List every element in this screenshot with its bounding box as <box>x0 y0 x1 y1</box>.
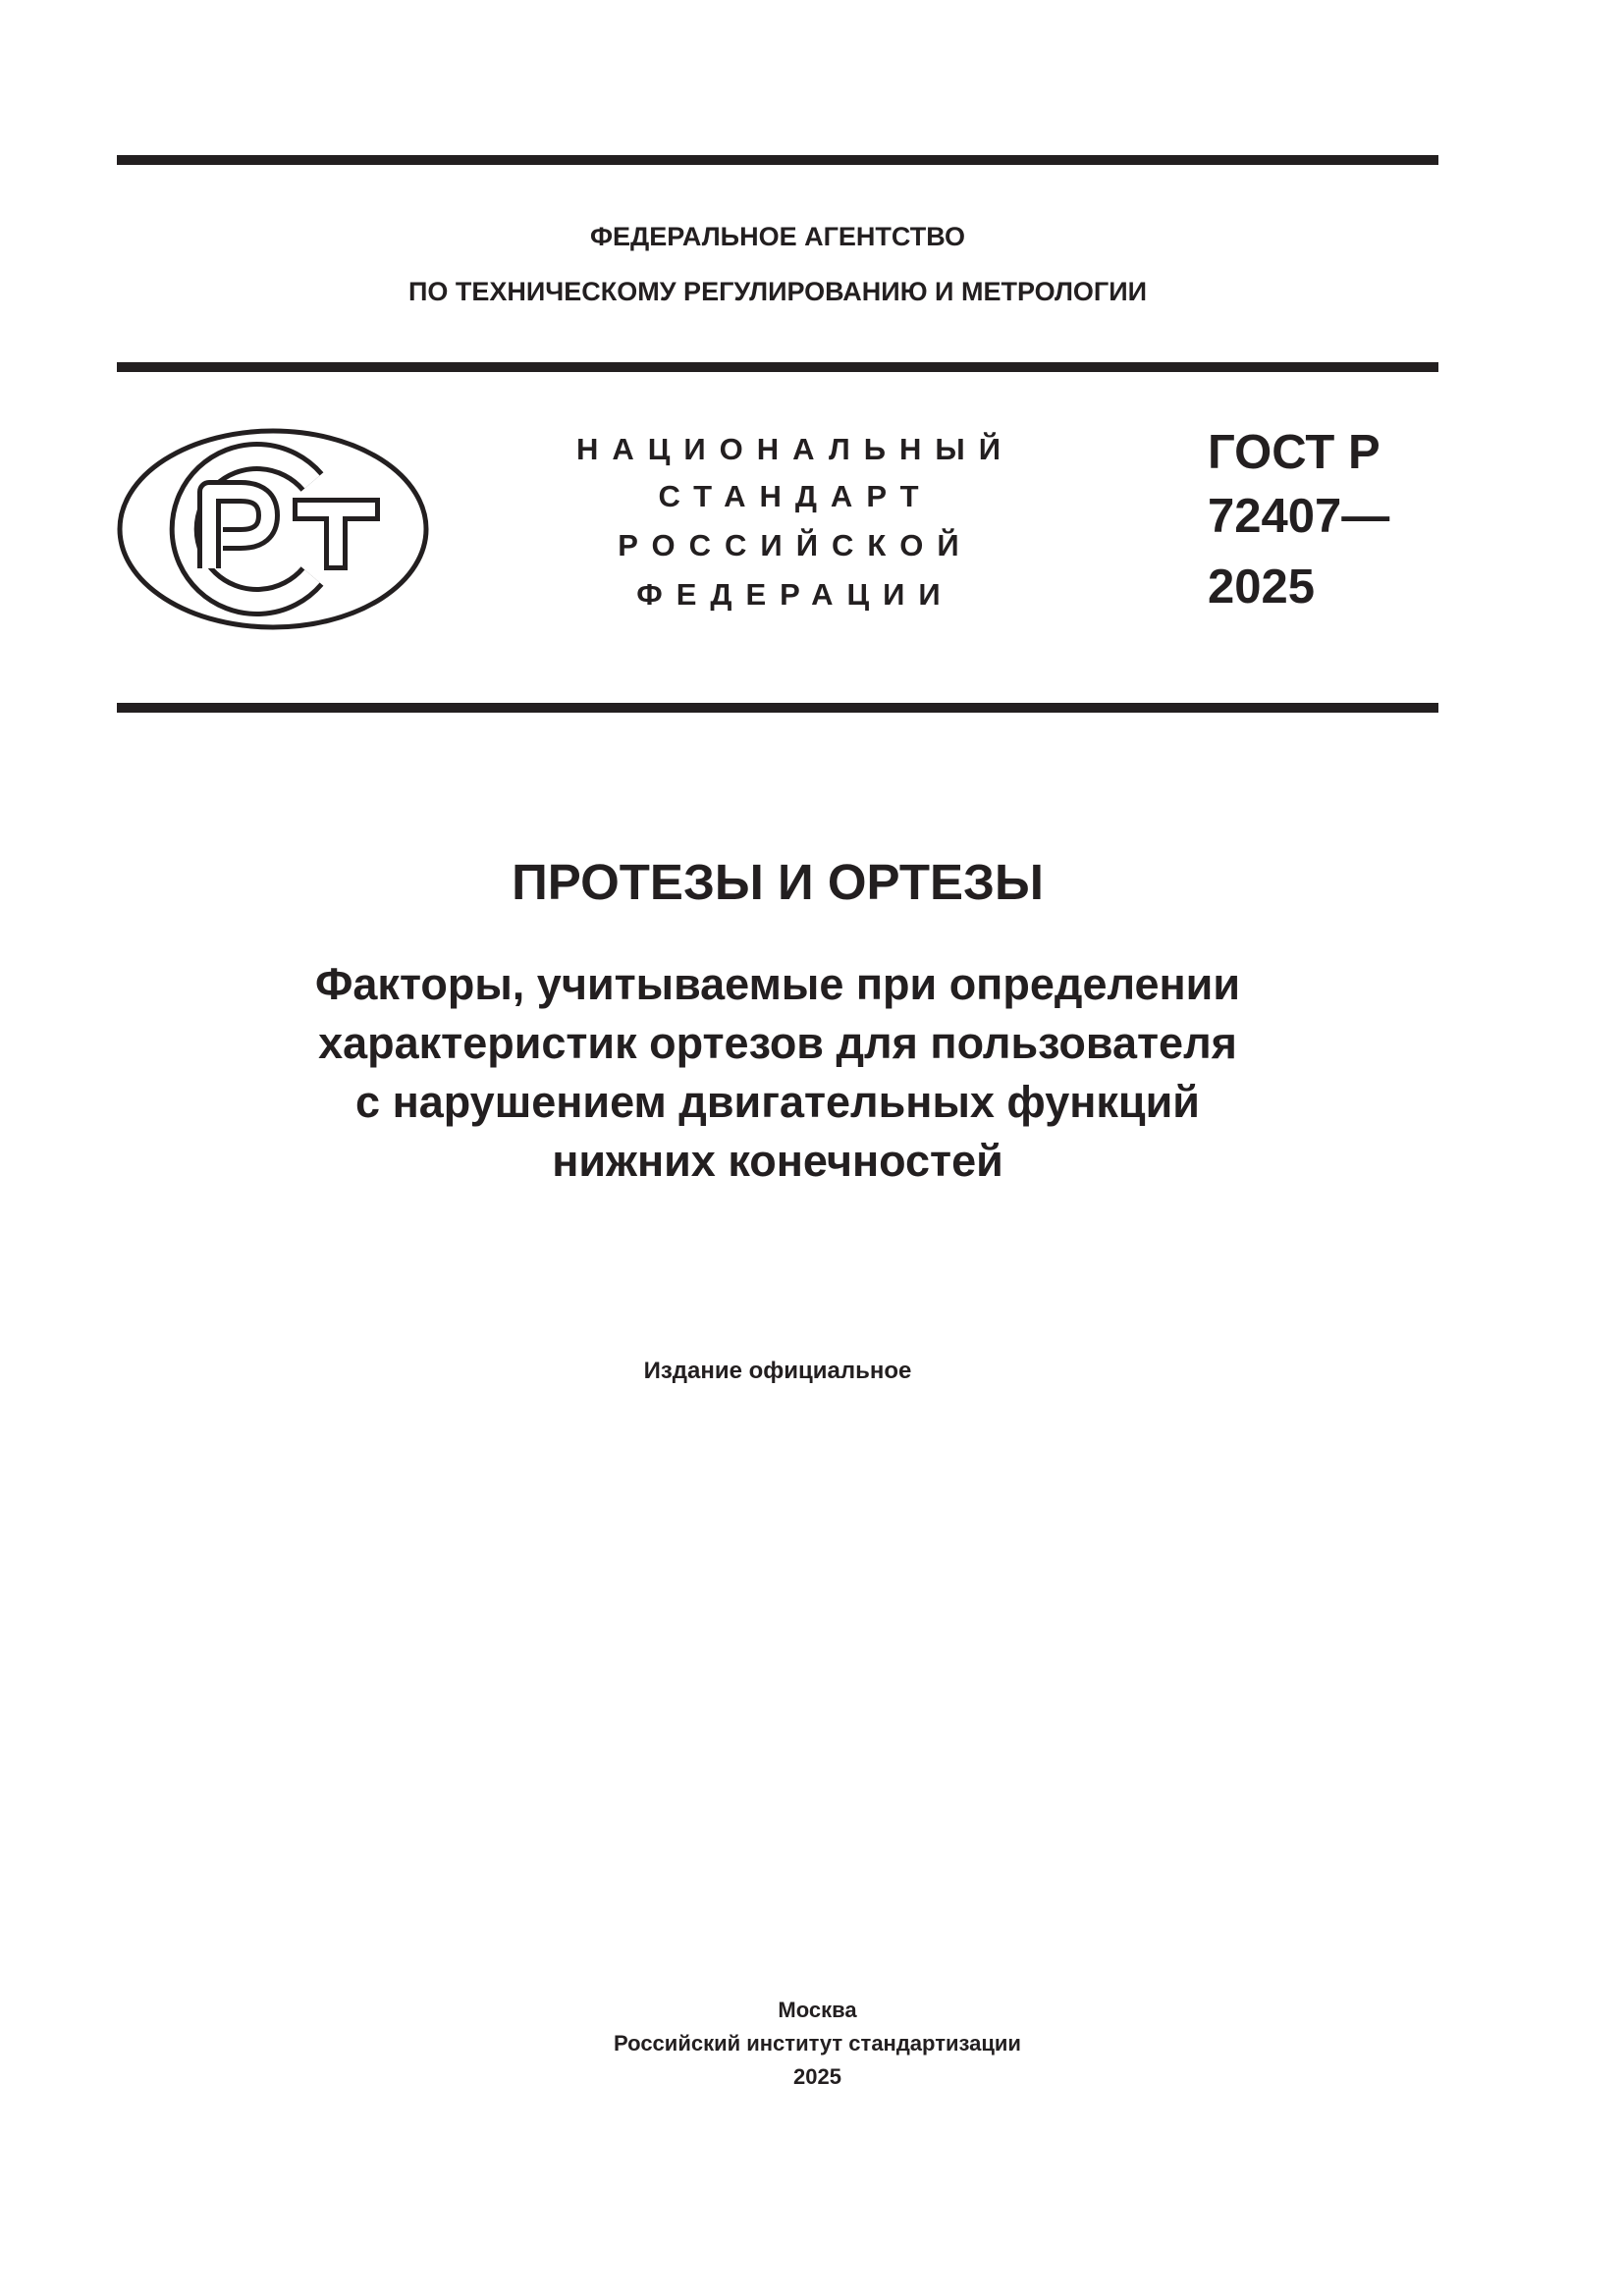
document-title: ПРОТЕЗЫ И ОРТЕЗЫ <box>512 854 1044 910</box>
subtitle-line-4: нижних конечностей <box>552 1136 1003 1186</box>
designation-line-3: 2025 <box>1208 561 1316 614</box>
designation-line-1: ГОСТ Р <box>1208 426 1380 479</box>
subtitle-line-1: Факторы, учитываемые при определении <box>314 959 1240 1009</box>
standard-type-line-3: РОССИЙСКОЙ <box>618 528 973 562</box>
rst-conformity-mark-icon <box>115 426 431 632</box>
agency-line-1: ФЕДЕРАЛЬНОЕ АГЕНТСТВО <box>589 222 966 251</box>
standard-type-line-1: НАЦИОНАЛЬНЫЙ <box>575 432 1015 466</box>
subtitle-line-3: с нарушением двигательных функций <box>355 1077 1200 1127</box>
designation-rule <box>117 703 1438 713</box>
header-rule <box>117 362 1438 372</box>
standard-type-line-2: СТАНДАРТ <box>658 479 933 513</box>
subtitle-line-2: характеристик ортезов для пользователя <box>318 1018 1237 1068</box>
standard-type-line-4: ФЕДЕРАЦИИ <box>636 577 954 612</box>
imprint-year: 2025 <box>793 2064 841 2089</box>
agency-line-2: ПО ТЕХНИЧЕСКОМУ РЕГУЛИРОВАНИЮ И МЕТРОЛОГИИ <box>407 277 1148 306</box>
imprint-city: Москва <box>778 1998 857 2022</box>
edition-label: Издание официальное <box>643 1358 912 1384</box>
imprint-publisher: Российский институт стандартизации <box>614 2031 1021 2056</box>
top-rule <box>117 155 1438 165</box>
designation-line-2: 72407— <box>1208 490 1390 543</box>
